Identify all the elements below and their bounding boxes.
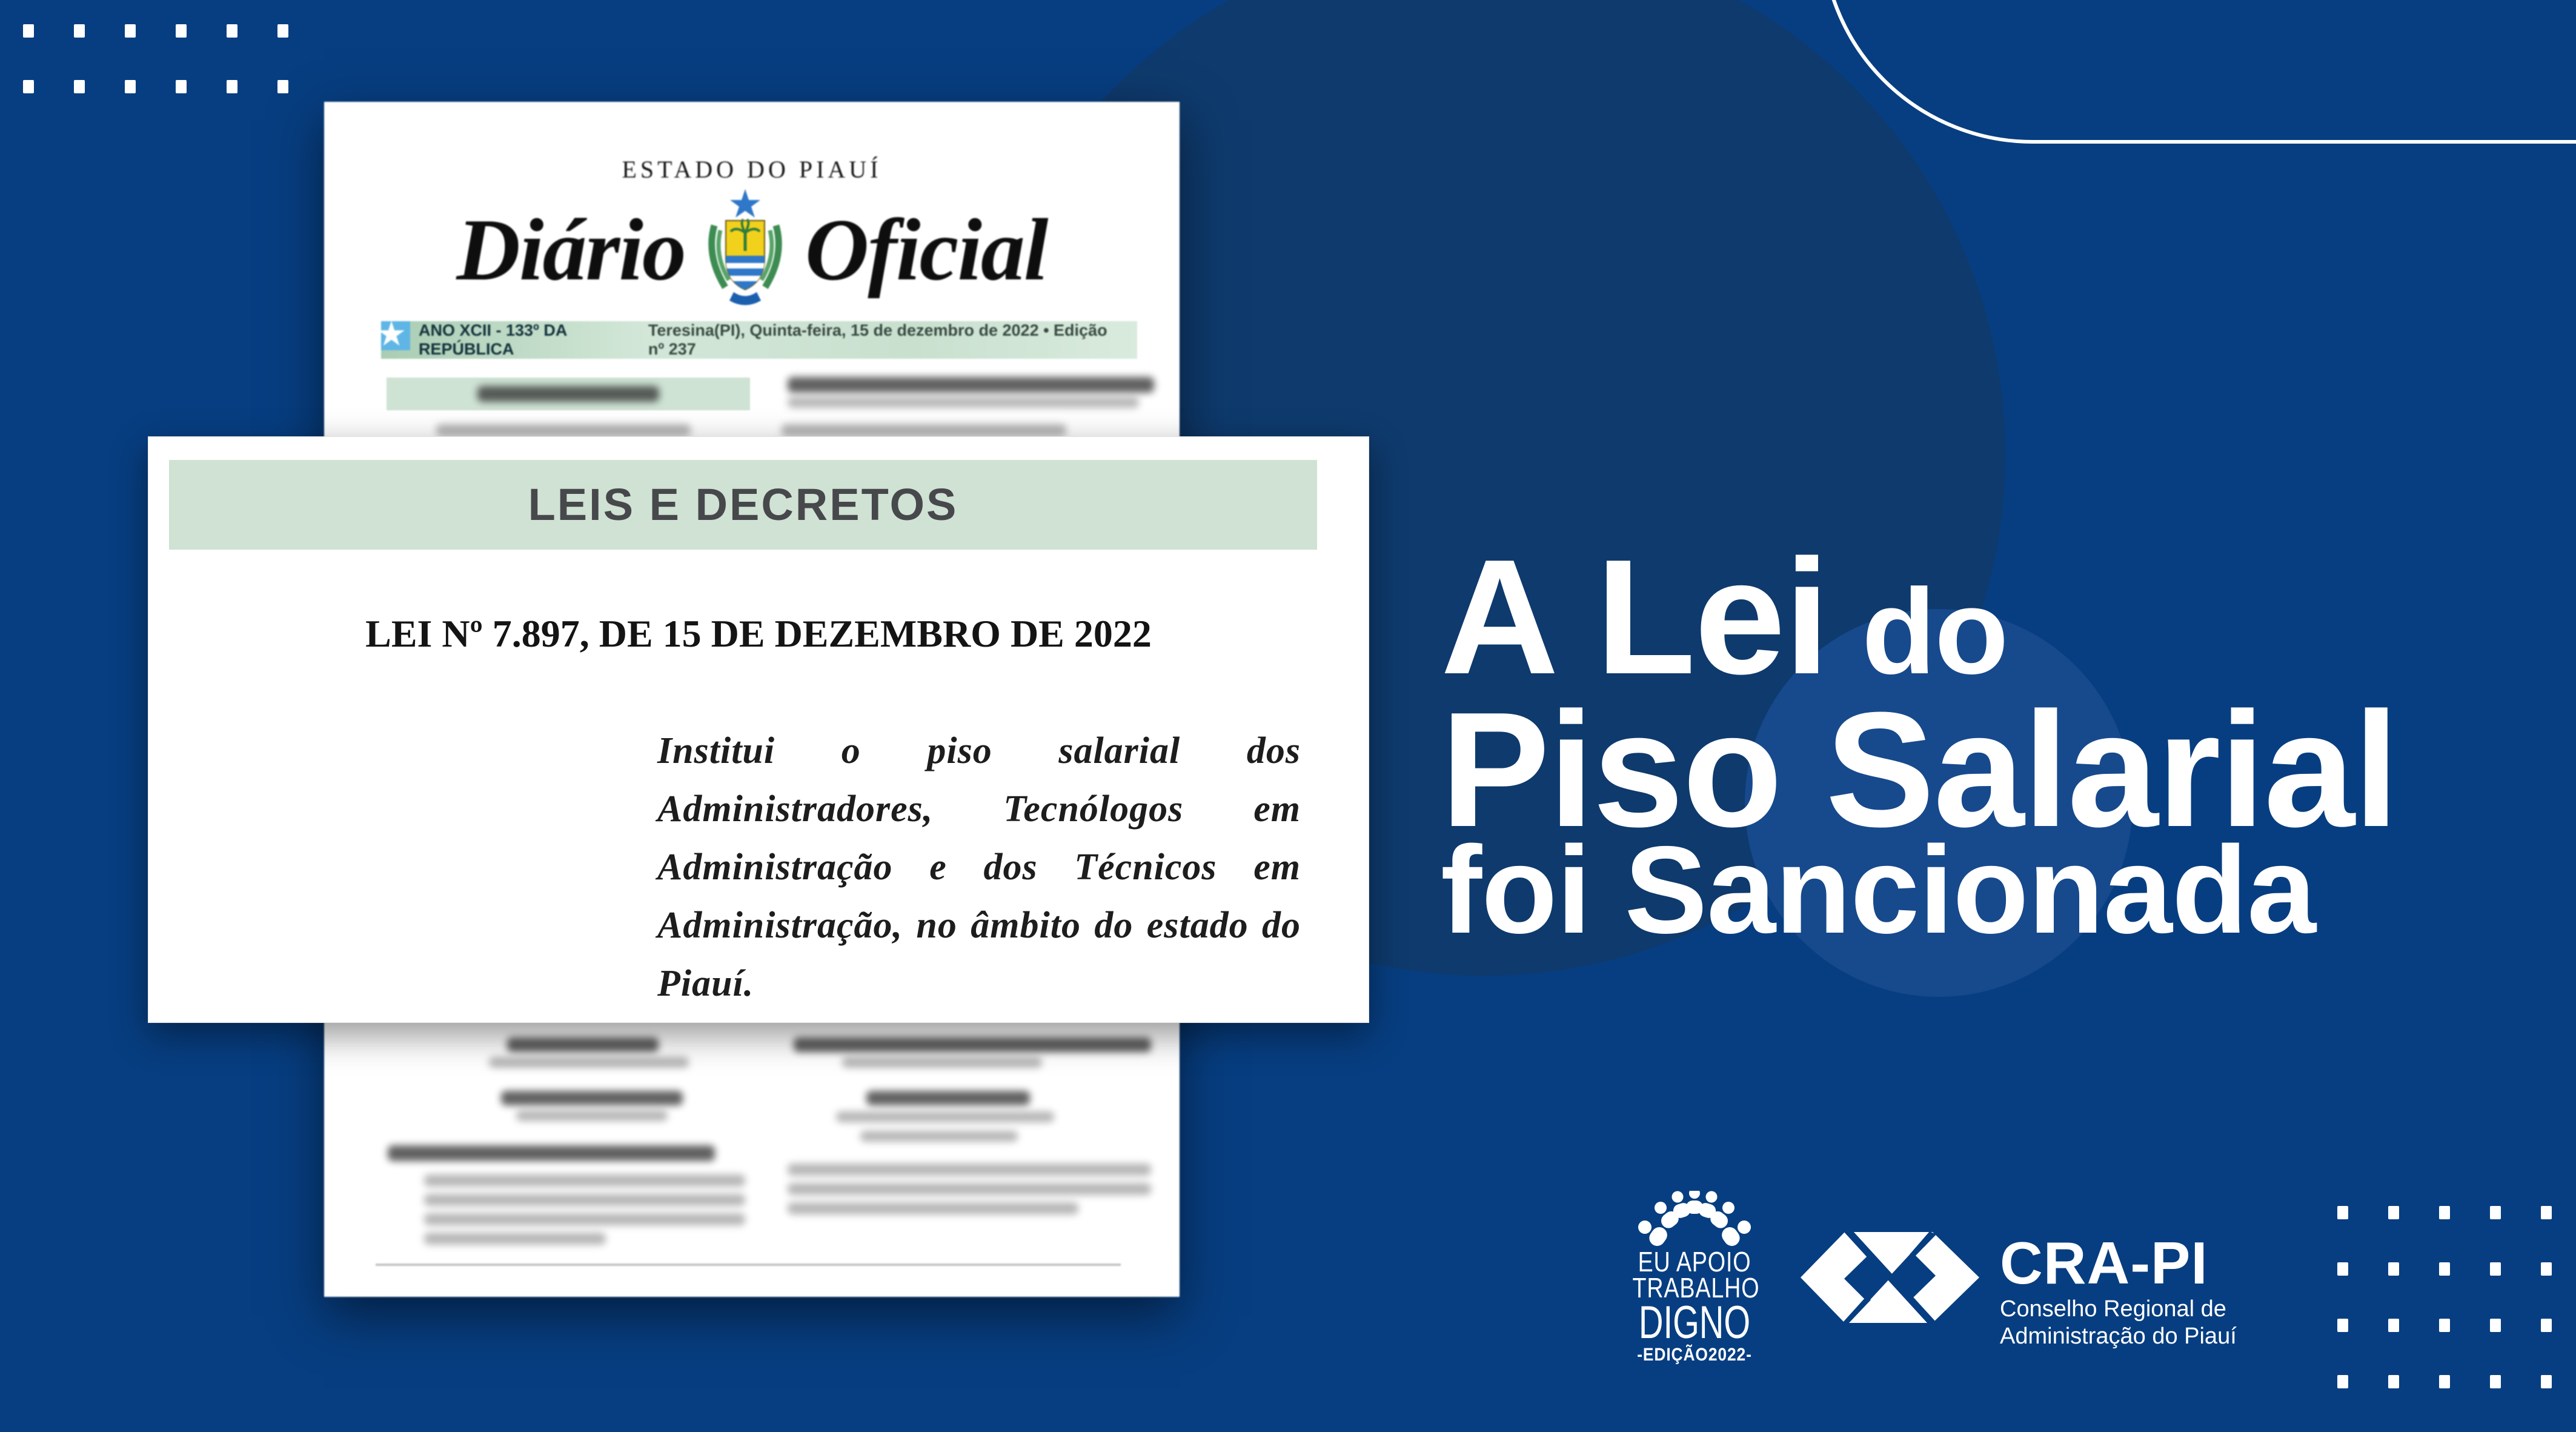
blurred-text [489,1057,689,1068]
blurred-text [788,397,1139,408]
cra-org-line1: Conselho Regional de [2000,1296,2226,1322]
blurred-text [436,424,691,436]
campaign-logo [1619,1191,1770,1367]
headline-line1-big: A Lei [1441,526,1829,708]
gazette-folio-bar [376,315,1137,359]
law-title: LEI Nº 7.897, DE 15 DE DEZEMBRO DE 2022 [365,612,1152,655]
divider-line [376,1264,1121,1266]
campaign-line3: DIGNO [1638,1297,1751,1348]
blurred-text [794,1037,1151,1052]
blurred-text [477,386,659,402]
corner-outline [1821,0,2576,144]
gazette-masthead [324,188,1180,311]
headline-line1 [1441,526,2008,708]
cra-text-block [2000,1230,2237,1350]
cra-acronym: CRA-PI [2000,1230,2208,1296]
campaign-line4: -EDIÇÃO2022- [1637,1345,1752,1365]
campaign-line2: TRABALHO [1632,1272,1760,1304]
masthead-word-diario: Diário [456,200,685,299]
blurred-text [836,1111,1054,1122]
people-arch-icon [1619,1191,1770,1249]
blurred-text [866,1091,1030,1105]
campaign-line1: EU APOIO [1638,1246,1751,1277]
cra-org-name [2000,1296,2237,1350]
piaui-coat-of-arms-icon [703,188,787,311]
blurred-text [424,1233,606,1245]
blurred-text [424,1213,745,1225]
cra-pi-logo [1801,1231,2237,1350]
card-section-header: LEIS E DECRETOS [169,460,1317,550]
folio-date-edition: Teresina(PI), Quinta-feira, 15 de dezembro de 2022 • Edição nº 237 [648,321,1107,358]
blurred-text [424,1174,745,1187]
cra-double-diamond-icon [1801,1231,1979,1323]
blurred-text [788,377,1154,393]
dots-grid-top-left [23,24,328,136]
blurred-text [516,1110,668,1121]
gazette-state-title: ESTADO DO PIAUÍ [622,156,882,183]
blurred-text [788,1183,1151,1195]
folio-edition-year: ANO XCII - 133º DA REPÚBLICA [419,321,567,358]
blurred-text [788,1164,1151,1176]
blurred-text [842,1057,1042,1068]
cra-org-line2: Administração do Piauí [2000,1324,2237,1349]
law-summary: Institui o piso salarial dos Administradores, Tecnólogos em Administração e dos Técnicos em Administração, no âmbito do estado do Piauí. [657,730,1301,1004]
star-icon: ★ [381,321,410,350]
blurred-text [860,1131,1018,1142]
headline-line1-small: do [1862,564,2008,699]
law-callout-card [148,436,1369,1023]
headline-line2: Piso Salarial [1441,679,2398,861]
blurred-text [788,1202,1078,1214]
blurred-text [501,1091,683,1105]
blurred-text [388,1145,715,1161]
masthead-word-oficial: Oficial [805,200,1047,299]
blurred-text [507,1037,659,1052]
dots-grid-bottom-right [2337,1206,2576,1431]
blurred-text [782,424,1066,436]
blurred-text [424,1194,745,1206]
headline-line3: foi Sancionada [1441,821,2316,959]
